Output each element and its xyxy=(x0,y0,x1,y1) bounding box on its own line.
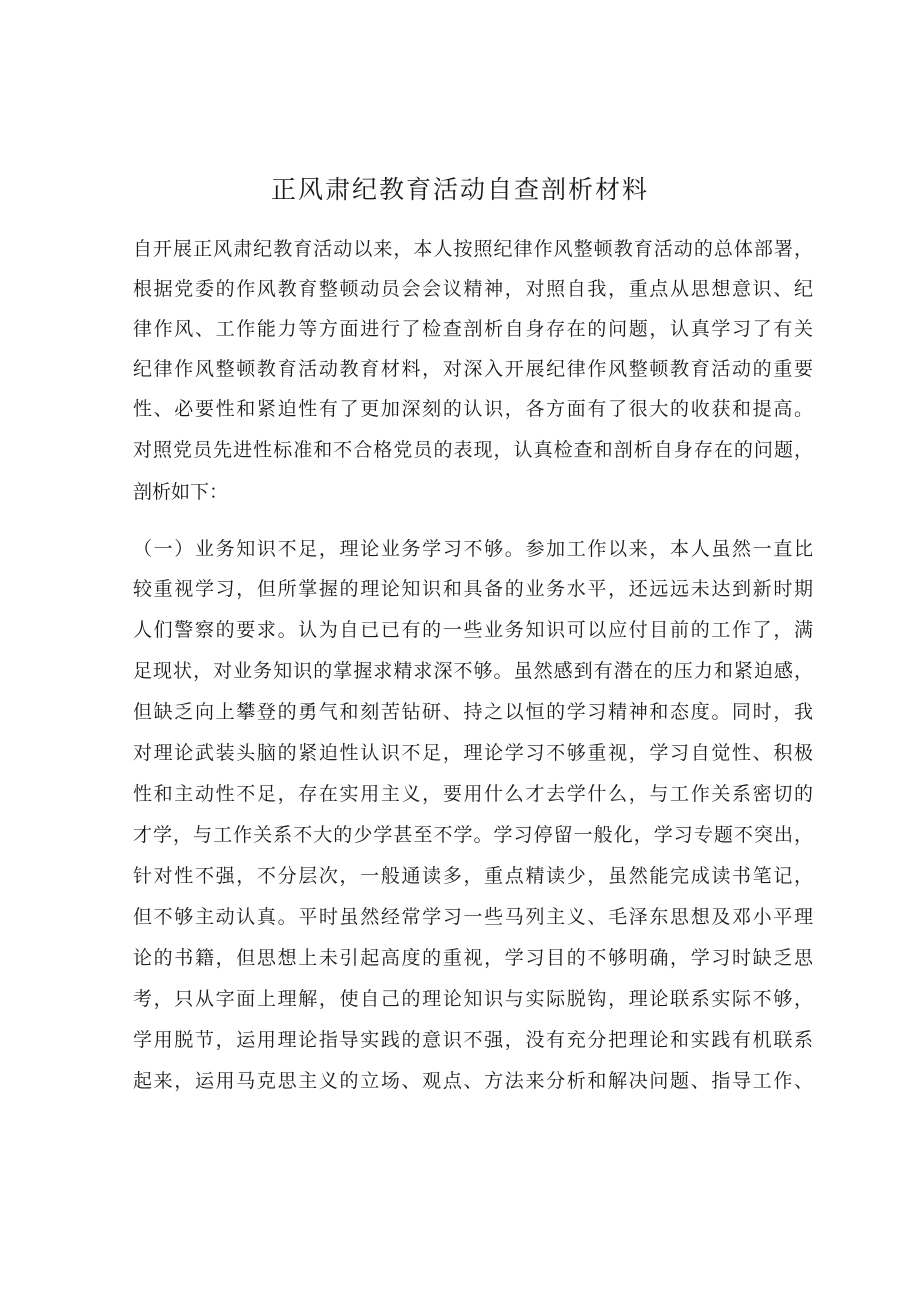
paragraph-line: 对照党员先进性标准和不合格党员的表现，认真检查和剖析自身存在的问题， xyxy=(133,439,813,461)
paragraph-line: 性和主动性不足，存在实用主义，要用什么才去学什么，与工作关系密切的 xyxy=(133,783,813,805)
paragraph-line: 考，只从字面上理解，使自己的理论知识与实际脱钩，理论联系实际不够， xyxy=(133,988,813,1010)
paragraph-line: 论的书籍，但思想上未引起高度的重视，学习目的不够明确，学习时缺乏思 xyxy=(133,947,813,969)
paragraph-line: 剖析如下： xyxy=(133,481,229,503)
paragraph-line: 性、必要性和紧迫性有了更加深刻的认识，各方面有了很大的收获和提高。 xyxy=(133,398,813,420)
paragraph-line: 较重视学习，但所掌握的理论知识和具备的业务水平，还远远未达到新时期 xyxy=(133,578,813,600)
document-title: 正风肃纪教育活动自查剖析材料 xyxy=(270,175,649,204)
paragraph-line: 自开展正风肃纪教育活动以来，本人按照纪律作风整顿教育活动的总体部署， xyxy=(133,238,813,260)
paragraph-line: 对理论武装头脑的紧迫性认识不足，理论学习不够重视，学习自觉性、积极 xyxy=(133,742,813,764)
paragraph-line: 纪律作风整顿教育活动教育材料，对深入开展纪律作风整顿教育活动的重要 xyxy=(133,358,813,380)
paragraph-line: 针对性不强，不分层次，一般通读多，重点精读少，虽然能完成读书笔记， xyxy=(133,865,813,887)
paragraph-line: 但不够主动认真。平时虽然经常学习一些马列主义、毛泽东思想及邓小平理 xyxy=(133,906,813,928)
paragraph-line: 但缺乏向上攀登的勇气和刻苦钻研、持之以恒的学习精神和态度。同时，我 xyxy=(133,701,813,723)
paragraph-line: 人们警察的要求。认为自已已有的一些业务知识可以应付目前的工作了，满 xyxy=(133,619,813,641)
paragraph-line: 根据党委的作风教育整顿动员会会议精神，对照自我，重点从思想意识、纪 xyxy=(133,278,813,300)
paragraph-line: 足现状，对业务知识的掌握求精求深不够。虽然感到有潜在的压力和紧迫感， xyxy=(133,660,813,682)
paragraph-line: 律作风、工作能力等方面进行了检查剖析自身存在的问题，认真学习了有关 xyxy=(133,318,813,340)
paragraph-line: 起来，运用马克思主义的立场、观点、方法来分析和解决问题、指导工作、 xyxy=(133,1070,813,1092)
paragraph-line: 学用脱节，运用理论指导实践的意识不强，没有充分把理论和实践有机联系 xyxy=(133,1029,813,1051)
paragraph-line: 才学，与工作关系不大的少学甚至不学。学习停留一般化，学习专题不突出， xyxy=(133,824,813,846)
paragraph-line: （一）业务知识不足，理论业务学习不够。参加工作以来，本人虽然一直比 xyxy=(133,538,813,560)
